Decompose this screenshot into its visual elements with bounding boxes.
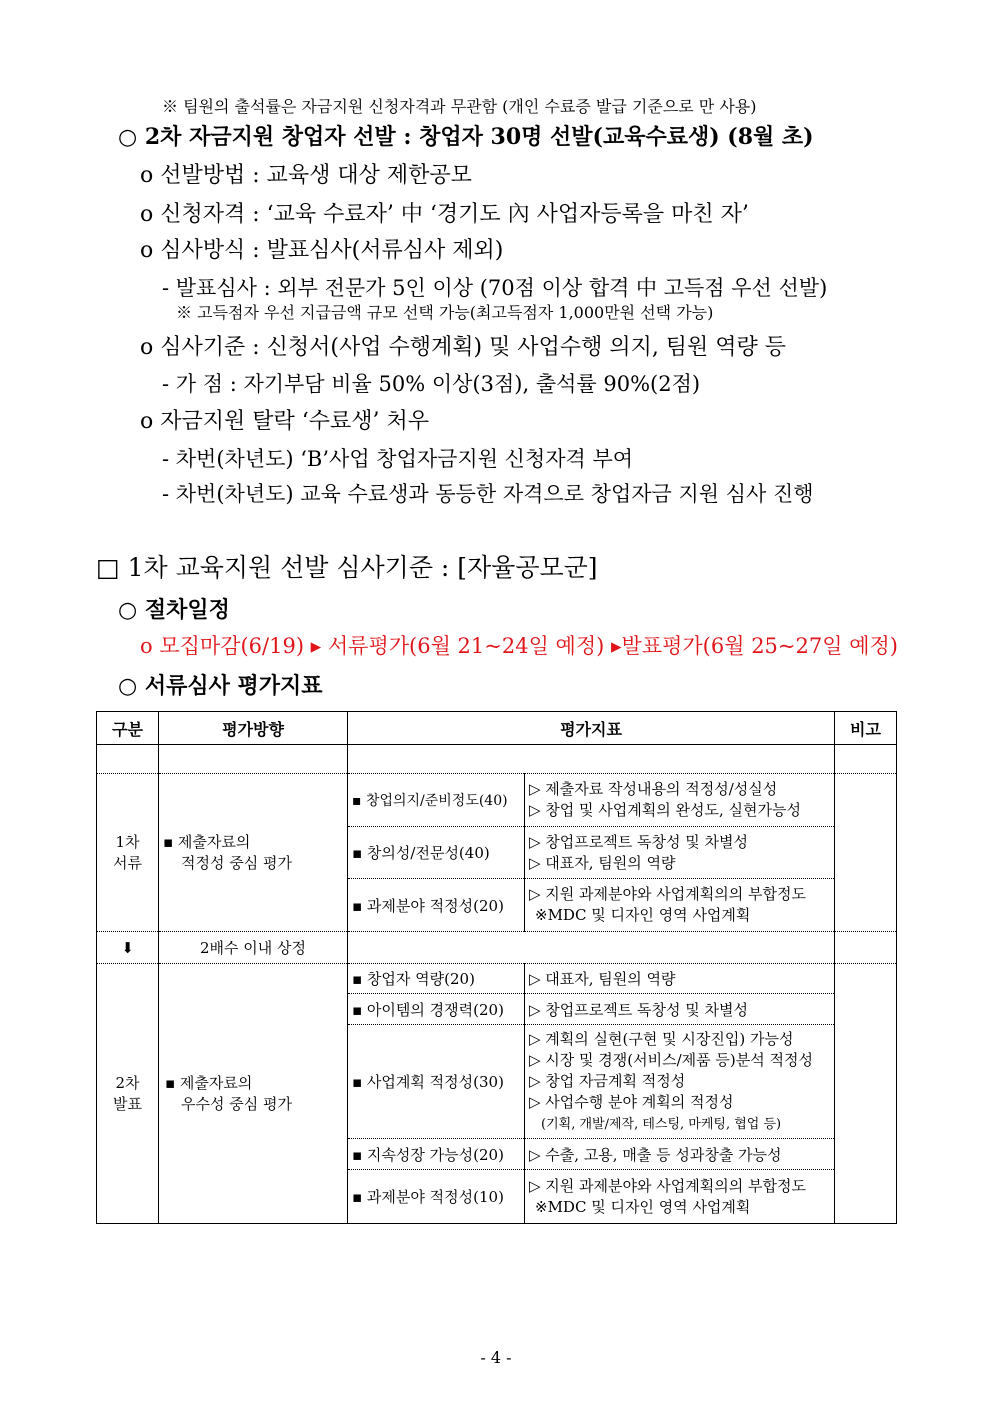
section2-heading: ○ 2차 자금지원 창업자 선발 : 창업자 30명 선발(교육수료생) (8월 초) (118, 124, 814, 150)
round2-label: 2차 발표 (97, 964, 159, 1224)
arrow-down-icon: ⬇ (97, 932, 159, 964)
detail-cell: ▷ 창업프로젝트 독창성 및 차별성 (525, 994, 835, 1025)
indicator-cell: ▪ 과제분야 적정성(10) (348, 1170, 525, 1224)
attendance-note: ※ 팀원의 출석률은 자금지원 신청자격과 무관함 (개인 수료증 발급 기준으로 만 사용) (162, 97, 757, 116)
header-category: 구분 (97, 712, 159, 745)
review-method: o 심사방식 : 발표심사(서류심사 제외) (140, 238, 504, 263)
dropout-item-2: - 차번(차년도) 교육 수료생과 동등한 자격으로 창업자금 지원 심사 진행 (162, 482, 814, 506)
detail-cell: ▷ 계획의 실현(구현 및 시장진입) 가능성 ▷ 시장 및 경쟁(서비스/제품 등)분석 적정성 ▷ 창업 자금계획 적정성 ▷ 사업수행 분야 계획의 적정성 (기획, 개발/제작, 테스팅, 마케팅, 협업 등) (525, 1025, 835, 1139)
eval-title: ○ 서류심사 평가지표 (118, 673, 323, 699)
dropout-treatment: o 자금지원 탈락 ‘수료생’ 처우 (140, 409, 429, 434)
header-remarks: 비고 (835, 712, 897, 745)
header-indicator: 평가지표 (348, 712, 835, 745)
review-criteria: o 심사기준 : 신청서(사업 수행계획) 및 사업수행 의지, 팀원 역량 등 (140, 335, 787, 360)
table-row (97, 964, 897, 994)
priority-note: ※ 고득점자 우선 지급금액 규모 선택 가능(최고득점자 1,000만원 선택 가능) (176, 303, 714, 322)
indicator-cell: ▪ 사업계획 적정성(30) (348, 1025, 525, 1139)
header-direction: 평가방향 (159, 712, 348, 745)
detail-cell: ▷ 지원 과제분야와 사업계획의의 부합정도 ※MDC 및 디자인 영역 사업계획 (525, 1170, 835, 1224)
detail-cell: ▷ 수출, 고용, 매출 등 성과창출 가능성 (525, 1139, 835, 1170)
bonus-points: - 가 점 : 자기부담 비율 50% 이상(3점), 출석률 90%(2점) (162, 372, 701, 396)
eligibility: o 신청자격 : ‘교육 수료자’ 中 ‘경기도 內 사업자등록을 마친 자’ (140, 202, 749, 227)
round1-label: 1차 서류 (97, 774, 159, 932)
procedure-title: ○ 절차일정 (118, 597, 230, 623)
indicator-cell: ▪ 과제분야 적정성(20) (348, 879, 525, 932)
shortlist-note: 2배수 이내 상정 (159, 932, 348, 964)
dropout-item-1: - 차번(차년도) ‘B’사업 창업자금지원 신청자격 부여 (162, 447, 634, 471)
indicator-cell: ▪ 아이템의 경쟁력(20) (348, 994, 525, 1025)
detail-cell: ▷ 제출자료 작성내용의 적정성/성실성 ▷ 창업 및 사업계획의 완성도, 실현가능성 (525, 774, 835, 827)
procedure-schedule: o 모집마감(6/19) ▸ 서류평가(6월 21~24일 예정) ▸발표평가(6월 25~27일 예정) (140, 634, 898, 658)
round2-direction: ▪ 제출자료의 우수성 중심 평가 (159, 964, 348, 1224)
presentation-review: - 발표심사 : 외부 전문가 5인 이상 (70점 이상 합격 中 고득점 우선 선발) (162, 276, 828, 300)
indicator-cell: ▪ 창업자 역량(20) (348, 964, 525, 994)
table-row (97, 774, 897, 827)
indicator-cell: ▪ 창의성/전문성(40) (348, 827, 525, 879)
page-number: - 4 - (480, 1348, 512, 1367)
selection-method: o 선발방법 : 교육생 대상 제한공모 (140, 163, 472, 188)
round1-direction: ▪ 제출자료의 적정성 중심 평가 (159, 774, 348, 932)
detail-cell: ▷ 창업프로젝트 독창성 및 차별성 ▷ 대표자, 팀원의 역량 (525, 827, 835, 879)
indicator-cell: ▪ 지속성장 가능성(20) (348, 1139, 525, 1170)
detail-cell: ▷ 대표자, 팀원의 역량 (525, 964, 835, 994)
evaluation-table (96, 711, 897, 1224)
indicator-cell: ▪ 창업의지/준비정도(40) (348, 774, 525, 827)
detail-cell: ▷ 지원 과제분야와 사업계획의의 부합정도 ※MDC 및 디자인 영역 사업계획 (525, 879, 835, 932)
table-row (97, 932, 897, 964)
section1-heading: □ 1차 교육지원 선발 심사기준 : [자율공모군] (96, 553, 598, 582)
